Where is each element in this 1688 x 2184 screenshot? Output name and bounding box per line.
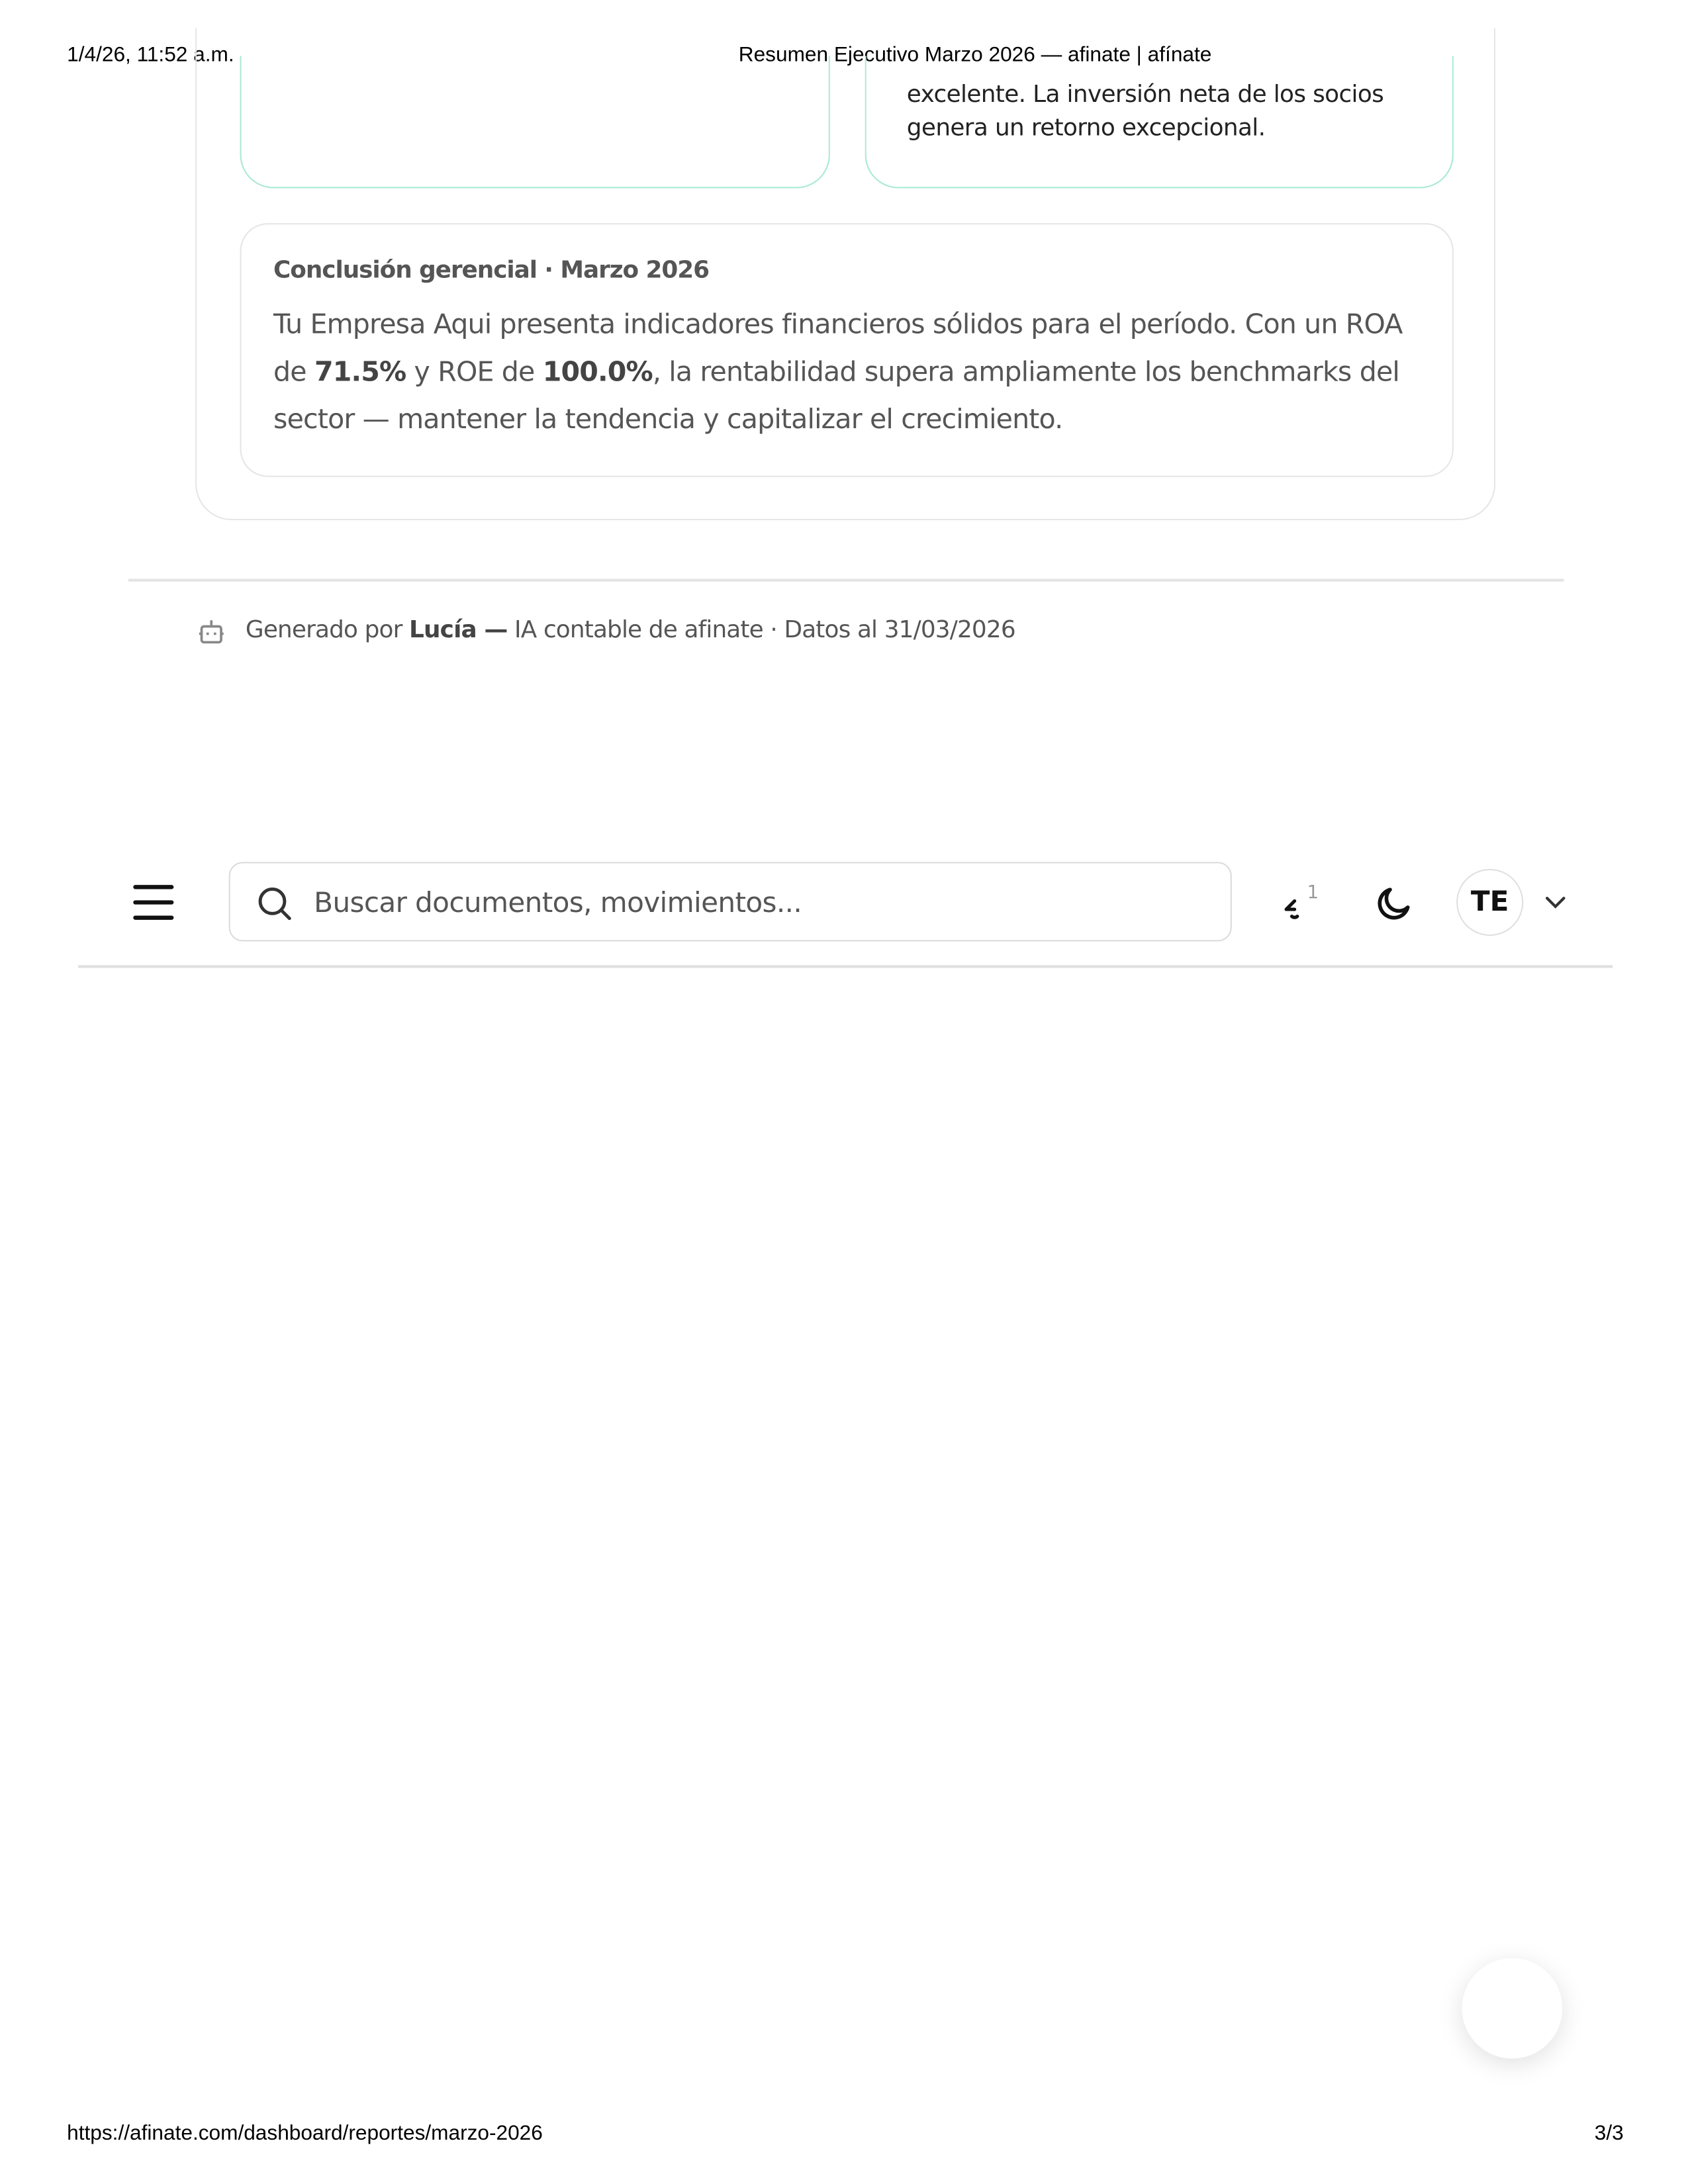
print-title: Resumen Ejecutivo Marzo 2026 — afinate | afínate — [738, 43, 1212, 68]
divider — [128, 579, 1564, 582]
search-box[interactable] — [229, 862, 1232, 941]
footer-text: Generado por — [245, 616, 410, 645]
footer-text: IA contable de afinate · Datos al 31/03/2026 — [507, 616, 1015, 645]
conclusion-text-part: , la rentabilidad supera ampliamente los benchmarks del sector — mantener la tendencia y capitalizar el crecimiento. — [273, 355, 1399, 435]
notifications-button[interactable] — [1276, 879, 1327, 929]
conclusion-text — [273, 301, 1431, 443]
roe-value: 100.0% — [542, 355, 653, 388]
avatar[interactable]: TE — [1456, 869, 1523, 936]
roa-value: 71.5% — [314, 355, 406, 388]
author-name: Lucía — — [409, 616, 508, 645]
chevron-down-icon[interactable] — [1544, 894, 1567, 911]
conclusion-text-part: y ROE de — [406, 355, 543, 388]
notification-count: 1 — [1307, 882, 1319, 904]
robot-icon — [197, 618, 226, 647]
insight-line: genera un retorno excepcional. — [906, 114, 1266, 142]
conclusion-text-part: Tu Empresa Aqui presenta indicadores financieros sólidos para el período. Con un ROA de — [273, 308, 1403, 388]
print-page-number: 3/3 — [1594, 2121, 1624, 2146]
search-icon — [256, 884, 295, 923]
bell-icon — [1281, 893, 1309, 923]
hamburger-menu-icon[interactable] — [132, 883, 174, 922]
insight-line: excelente. La inversión neta de los socios — [906, 81, 1384, 109]
insight-card-text — [907, 78, 1437, 145]
floating-action-button[interactable] — [1462, 1958, 1563, 2059]
generated-by — [246, 616, 1015, 644]
navbar-divider — [78, 965, 1613, 968]
print-datetime: 1/4/26, 11:52 a.m. — [67, 43, 234, 68]
insight-card-left — [240, 56, 829, 188]
print-url: https://afinate.com/dashboard/reportes/marzo-2026 — [67, 2121, 543, 2146]
moon-icon[interactable] — [1374, 883, 1415, 923]
search-input[interactable] — [311, 863, 1209, 941]
conclusion-title: Conclusión gerencial · Marzo 2026 — [273, 256, 709, 285]
